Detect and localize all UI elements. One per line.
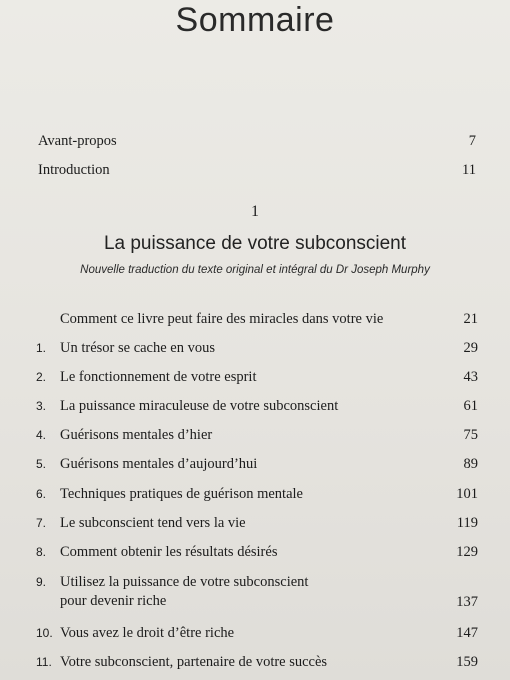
- toc-entry-page: 147: [456, 625, 478, 641]
- toc-entry-title-line: Utilisez la puissance de votre subconscient: [60, 574, 309, 590]
- toc-entry-number: 9.: [36, 575, 47, 589]
- toc-entry-title: Comment ce livre peut faire des miracles dans votre vie: [60, 311, 384, 327]
- toc-entry: [36, 398, 478, 415]
- toc-entry-title: Comment obtenir les résultats désirés: [60, 544, 278, 560]
- toc-entry: [36, 544, 478, 561]
- part-number: 1: [251, 203, 259, 220]
- toc-entry-title-line: pour devenir riche: [60, 593, 167, 609]
- toc-entry-title: Vous avez le droit d’être riche: [60, 625, 235, 641]
- toc-entry-title: Votre subconscient, partenaire de votre succès: [60, 654, 328, 670]
- toc-entry-number: 10.: [36, 626, 53, 640]
- toc-entry-page: 89: [463, 456, 478, 472]
- front-matter-item: [38, 162, 476, 179]
- toc-entry-page: 129: [456, 544, 478, 560]
- front-matter-item: [38, 133, 476, 150]
- toc-entry: [36, 573, 478, 611]
- toc-entry-page: 61: [463, 398, 478, 414]
- toc-entry-number: 11.: [36, 655, 52, 669]
- toc-entry-page: 43: [463, 369, 478, 385]
- toc-entry: [36, 456, 478, 473]
- toc-entry-title: Techniques pratiques de guérison mentale: [60, 486, 303, 502]
- page-title: Sommaire: [175, 1, 335, 39]
- toc-entry-title: [60, 573, 448, 611]
- front-matter-page: 7: [468, 133, 476, 149]
- toc-entry: [36, 427, 478, 444]
- toc-entry-title: Guérisons mentales d’aujourd’hui: [60, 456, 258, 472]
- toc-entry: [36, 486, 478, 503]
- toc-entry-title: La puissance miraculeuse de votre subconscient: [60, 398, 339, 414]
- toc-entry: [36, 625, 478, 642]
- toc-entry-number: 7.: [36, 516, 47, 530]
- toc-entry-page: 29: [463, 340, 478, 356]
- toc-entry-page: 21: [463, 311, 478, 327]
- toc-entry-number: 4.: [36, 428, 47, 442]
- toc-entry: [36, 369, 478, 386]
- toc-entry-number: 5.: [36, 457, 47, 471]
- toc-entry-page: 101: [456, 486, 478, 502]
- toc-entry: [36, 311, 478, 328]
- toc-entry-page: 119: [456, 515, 478, 531]
- toc-entry-number: 8.: [36, 545, 47, 559]
- toc-entry-number: 6.: [36, 487, 47, 501]
- toc-entry-title: Un trésor se cache en vous: [60, 340, 216, 356]
- toc-entry-number: 2.: [36, 370, 47, 384]
- toc-entry-number: 1.: [36, 341, 47, 355]
- part-title: La puissance de votre subconscient: [103, 233, 407, 254]
- toc-entry: [36, 340, 478, 357]
- toc-entry: [36, 654, 478, 671]
- front-matter-label: Introduction: [38, 162, 110, 178]
- toc-entry: [36, 515, 478, 532]
- toc-entry-title: Le subconscient tend vers la vie: [60, 515, 246, 531]
- toc-entry-page: 159: [456, 654, 478, 670]
- toc-entry-page: 75: [463, 427, 478, 443]
- toc-entry-page: 137: [456, 594, 478, 610]
- part-subtitle: Nouvelle traduction du texte original et intégral du Dr Joseph Murphy: [80, 264, 430, 276]
- toc-entry-title: Guérisons mentales d’hier: [60, 427, 213, 443]
- toc-entry-number: 3.: [36, 399, 47, 413]
- front-matter-page: 11: [462, 162, 476, 178]
- front-matter-label: Avant-propos: [38, 133, 117, 149]
- toc-entry-title: Le fonctionnement de votre esprit: [60, 369, 257, 385]
